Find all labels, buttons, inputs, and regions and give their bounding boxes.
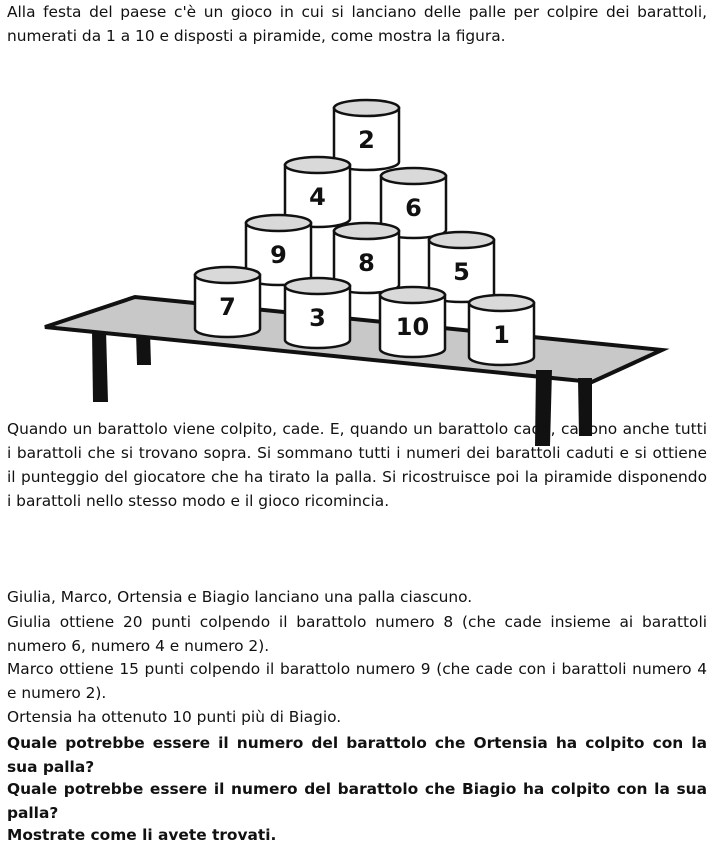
- can-number-label: 3: [309, 304, 326, 332]
- can-number-label: 9: [270, 241, 287, 269]
- can-number-label: 10: [395, 313, 430, 341]
- intro-text: Alla festa del paese c'è un gioco in cui si lanciano delle palle per colpire dei barattoli, numerati da 1 a 10 e disposti a piramide, come mostra la figura.: [7, 3, 707, 45]
- question-method: Mostrate come li avete trovati.: [7, 826, 277, 844]
- can-number-label: 2: [358, 126, 375, 154]
- can-number-label: 7: [219, 293, 236, 321]
- players-text: Giulia, Marco, Ortensia e Biagio lanciano una palla ciascuno.: [7, 588, 473, 606]
- can-number-label: 8: [358, 249, 375, 277]
- can-1: [469, 295, 534, 365]
- rules-text: Quando un barattolo viene colpito, cade. E, quando un barattolo cade, cadono anche tutti i barattoli che si trovano sopra. Si sommano tutti i numeri dei barattoli caduti e si ottiene il punteggio del giocatore che ha tirato la palla. Si ricostruisce poi la piramide disponendo i barattoli nello stesso modo e il gioco ricomincia.: [7, 420, 707, 510]
- question-biagio: Quale potrebbe essere il numero del barattolo che Biagio ha colpito con la sua palla?: [7, 780, 707, 822]
- ortensia-text: Ortensia ha ottenuto 10 punti più di Biagio.: [7, 708, 342, 726]
- table-leg-back-left: [92, 330, 108, 402]
- can-7: [195, 267, 260, 337]
- can-number-label: 1: [493, 321, 510, 349]
- question-ortensia: Quale potrebbe essere il numero del barattolo che Ortensia ha colpito con la sua palla?: [7, 734, 707, 776]
- can-10: [380, 287, 445, 357]
- giulia-text: Giulia ottiene 20 punti colpendo il barattolo numero 8 (che cade insieme ai barattoli numero 6, numero 4 e numero 2).: [7, 613, 707, 655]
- marco-text: Marco ottiene 15 punti colpendo il barattolo numero 9 (che cade con i barattoli numero 4 e numero 2).: [7, 660, 707, 702]
- can-number-label: 4: [309, 183, 326, 211]
- can-3: [285, 278, 350, 348]
- can-number-label: 5: [453, 258, 470, 286]
- can-number-label: 6: [405, 194, 422, 222]
- can-pyramid-figure: [0, 80, 715, 460]
